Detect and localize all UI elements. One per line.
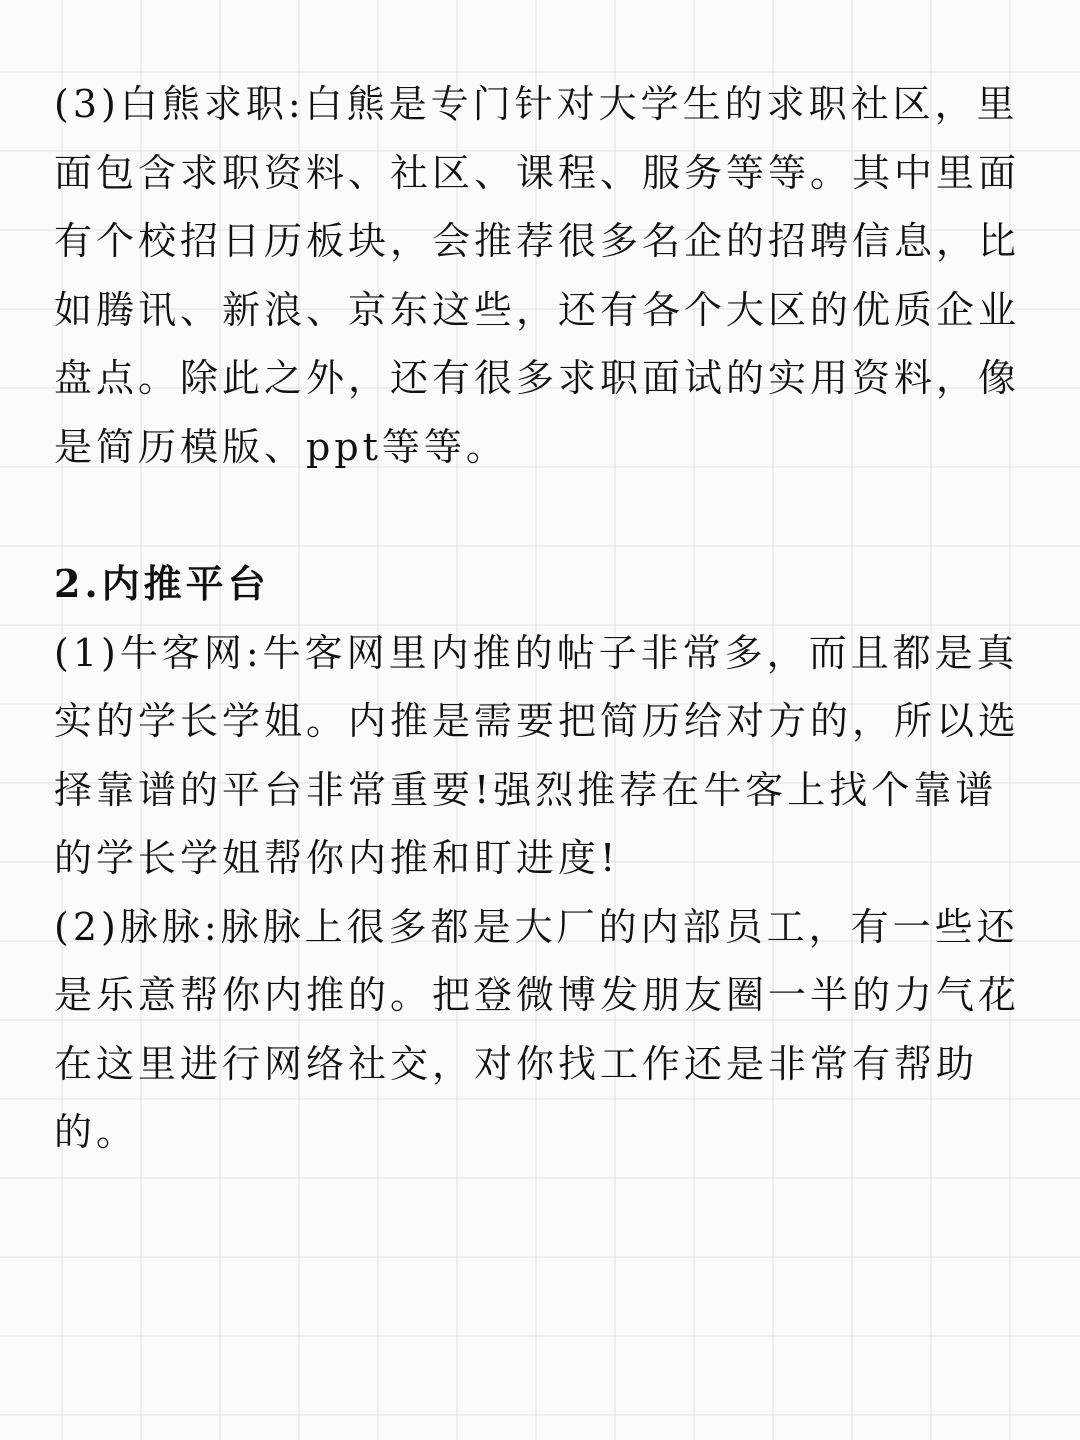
section-heading-referral-platforms: 2.内推平台	[54, 561, 270, 606]
document-content	[54, 70, 1029, 1167]
paragraph-baixiong: (3)白熊求职:白熊是专门针对大学生的求职社区，里面包含求职资料、社区、课程、服务等等。其中里面有个校招日历板块，会推荐很多名企的招聘信息，比如腾讯、新浪、京东这些，还有各个大区的优质企业盘点。除此之外，还有很多求职面试的实用资料，像是简历模版、ppt等等。	[54, 82, 1021, 469]
paragraph-maimai: (2)脉脉:脉脉上很多都是大厂的内部员工，有一些还是乐意帮你内推的。把登微博发朋友圈一半的力气花在这里进行网络社交，对你找工作还是非常有帮助的。	[54, 904, 1021, 1154]
paragraph-niuke: (1)牛客网:牛客网里内推的帖子非常多，而且都是真实的学长学姐。内推是需要把简历给对方的，所以选择靠谱的平台非常重要!强烈推荐在牛客上找个靠谱的学长学姐帮你内推和盯进度!	[54, 630, 1021, 880]
section-spacer	[54, 481, 1029, 550]
